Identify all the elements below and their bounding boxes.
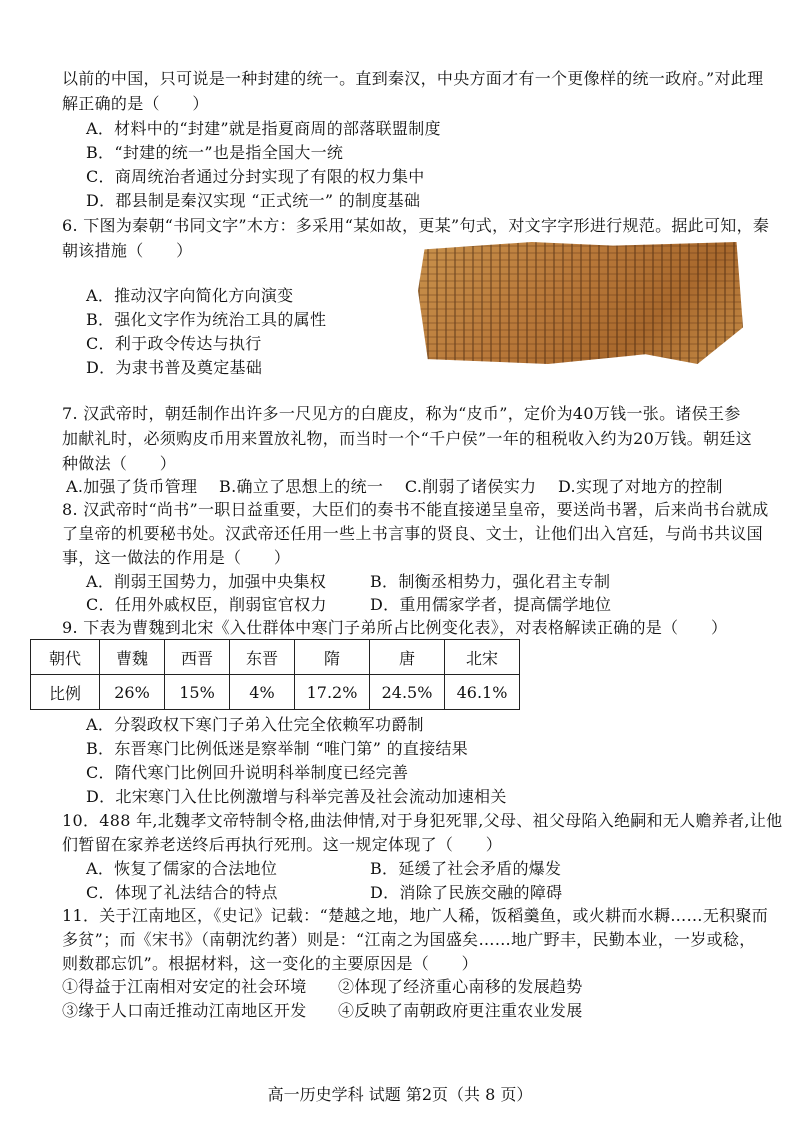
q10-stem-line-2: 们暂留在家养老送终后再执行死刑。这一规定体现了（ ）	[62, 835, 503, 854]
q8-option-b: B．制衡丞相势力，强化君主专制	[370, 572, 611, 591]
table-row-ratio	[31, 675, 520, 710]
table-cell: 西晋	[165, 640, 230, 675]
q5-option-a: A．材料中的“封建”就是指夏商周的部落联盟制度	[86, 119, 441, 138]
q7-stem-line-1: 7. 汉武帝时，朝廷制作出许多一尺见方的白鹿皮，称为“皮币”，定价为40万钱一张。诸侯王参	[62, 404, 741, 423]
table-cell: 15%	[165, 675, 230, 710]
q8-option-d: D．重用儒家学者，提高儒学地位	[370, 595, 612, 614]
q10-option-a: A．恢复了儒家的合法地位	[86, 859, 278, 878]
table-cell: 24.5%	[370, 675, 445, 710]
q6-option-b: B．强化文字作为统治工具的属性	[86, 310, 327, 329]
q5-option-c: C．商周统治者通过分封实现了有限的权力集中	[86, 167, 425, 186]
q5-option-d: D．郡县制是秦汉实现 “正式统一” 的制度基础	[86, 191, 421, 210]
q7-stem-line-2: 加献礼时，必须购皮币用来置放礼物，而当时一个“千户侯”一年的租税收入约为20万钱。朝廷这	[62, 429, 752, 448]
q7-options: A.加强了货币管理 B.确立了思想上的统一 C.削弱了诸侯实力 D.实现了对地方的控制	[66, 477, 723, 496]
q11-stem-line-1: 11．关于江南地区，《史记》记载：“楚越之地，地广人稀，饭稻羹鱼，或火耕而水耨……无积聚而	[62, 906, 769, 925]
table-header-cell: 朝代	[31, 640, 100, 675]
q6-option-d: D．为隶书普及奠定基础	[86, 358, 263, 377]
q11-item-3: ③缘于人口南迁推动江南地区开发	[62, 1001, 307, 1020]
table-header-cell: 比例	[31, 675, 100, 710]
table-cell: 曹魏	[100, 640, 165, 675]
q10-option-b: B．延缓了社会矛盾的爆发	[370, 859, 562, 878]
q6-option-c: C．利于政令传达与执行	[86, 334, 262, 353]
q9-option-c: C．隋代寒门比例回升说明科举制度已经完善	[86, 763, 409, 782]
table-cell: 北宋	[445, 640, 520, 675]
q11-item-2: ②体现了经济重心南移的发展趋势	[338, 977, 583, 996]
q8-option-a: A．削弱王国势力，加强中央集权	[86, 572, 327, 591]
q11-stem-line-3: 则数郡忘饥”。根据材料，这一变化的主要原因是（ ）	[62, 954, 478, 973]
qin-wooden-tablet-image	[418, 242, 743, 364]
q6-stem-line-1: 6. 下图为秦朝“书同文字”木方：多采用“某如故，更某”句式，对文字字形进行规范。据此可知，秦	[62, 216, 770, 235]
q9-option-d: D．北宋寒门入仕比例激增与科举完善及社会流动加速相关	[86, 787, 507, 806]
q11-item-4: ④反映了南朝政府更注重农业发展	[338, 1001, 583, 1020]
q11-item-1: ①得益于江南相对安定的社会环境	[62, 977, 307, 996]
q10-stem-line-1: 10．488 年,北魏孝文帝特制令格,曲法伸情,对于身犯死罪,父母、祖父母陷入绝嗣和无人赡养者,让他	[62, 811, 783, 830]
q8-option-c: C．任用外戚权臣，削弱宦官权力	[86, 595, 327, 614]
table-cell: 17.2%	[295, 675, 370, 710]
q8-stem-line-2: 了皇帝的机要秘书处。汉武帝还任用一些上书言事的贤良、文士，让他们出入宫廷，与尚书共议国	[62, 524, 763, 543]
q8-stem-line-1: 8. 汉武帝时“尚书”一职日益重要，大臣们的奏书不能直接递呈皇帝，要送尚书署，后来尚书台就成	[62, 500, 769, 519]
q6-stem-line-2: 朝该措施（ ）	[62, 241, 193, 260]
q5-option-b: B．“封建的统一”也是指全国大一统	[86, 143, 344, 162]
cold-family-ratio-table	[30, 639, 520, 710]
table-cell: 46.1%	[445, 675, 520, 710]
intro-line-2: 解正确的是（ ）	[62, 94, 209, 113]
page-footer: 高一历史学科 试题 第2页（共 8 页）	[267, 1085, 533, 1104]
table-cell: 隋	[295, 640, 370, 675]
q7-stem-line-3: 种做法（ ）	[62, 454, 177, 473]
intro-line-1: 以前的中国，只可说是一种封建的统一。直到秦汉，中央方面才有一个更像样的统一政府。”对此理	[62, 69, 764, 88]
q11-stem-line-2: 多贫”；而《宋书》（南朝沈约著）则是：“江南之为国盛矣……地广野丰，民勤本业，一岁或稔，	[62, 930, 756, 949]
q9-option-a: A．分裂政权下寒门子弟入仕完全依赖军功爵制	[86, 715, 424, 734]
q6-option-a: A．推动汉字向简化方向演变	[86, 286, 294, 305]
q10-option-d: D．消除了民族交融的障碍	[370, 883, 563, 902]
q10-option-c: C．体现了礼法结合的特点	[86, 883, 278, 902]
q9-stem: 9. 下表为曹魏到北宋《入仕群体中寒门子弟所占比例变化表》，对表格解读正确的是（ ）	[62, 618, 728, 637]
q8-stem-line-3: 事，这一做法的作用是（ ）	[62, 548, 291, 567]
table-cell: 4%	[230, 675, 295, 710]
table-row-dynasty	[31, 640, 520, 675]
table-cell: 东晋	[230, 640, 295, 675]
q9-option-b: B．东晋寒门比例低迷是察举制 “唯门第” 的直接结果	[86, 739, 469, 758]
table-cell: 唐	[370, 640, 445, 675]
table-cell: 26%	[100, 675, 165, 710]
